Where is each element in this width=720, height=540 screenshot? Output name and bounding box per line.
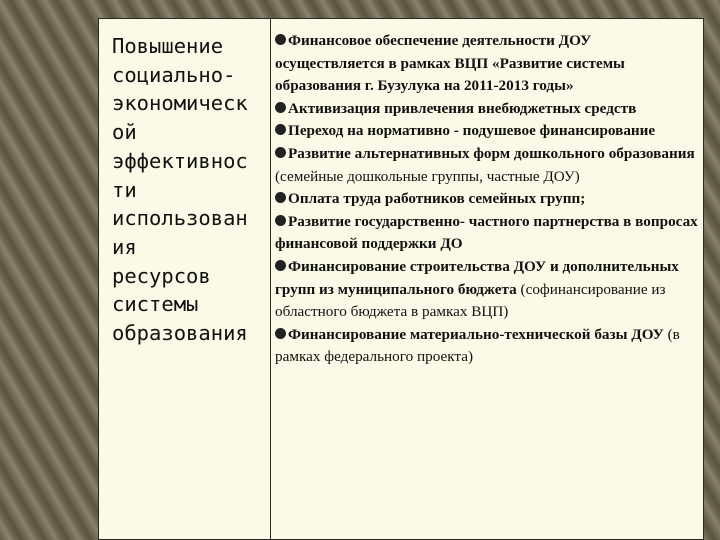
bullet-icon [275, 260, 286, 271]
column-divider [270, 18, 271, 540]
list-item: Финансирование строительства ДОУ и дополнительных групп из муниципального бюджета (софинансирование из областного бюджета в рамках ВЦП) [275, 257, 679, 321]
list-item: Развитие альтернативных форм дошкольного образования (семейные дошкольные группы, частные ДОУ) [275, 144, 695, 185]
list-item: Переход на нормативно - подушевое финансирование [275, 120, 699, 143]
bullet-icon [275, 34, 286, 45]
list-item: Развитие государственно- частного партнерства в вопросах финансовой поддержки ДО [275, 212, 698, 253]
section-title: Повышение социально- экономическ ой эффективнос ти использован ия ресурсов системы образования [112, 34, 248, 346]
list-item: Финансовое обеспечение деятельности ДОУ осуществляется в рамках ВЦП «Развитие системы образования г. Бузулука на 2011-2013 годы» [275, 32, 625, 95]
bullet-list [275, 30, 699, 369]
bullet-icon [275, 102, 286, 113]
list-item: Финансирование материально-технической базы ДОУ (в рамках федерального проекта) [275, 325, 680, 366]
bullet-icon [275, 328, 286, 339]
bullet-icon [275, 124, 286, 135]
bullet-icon [275, 215, 286, 226]
bullet-icon [275, 192, 286, 203]
list-item: Активизация привлечения внебюджетных средств [275, 98, 699, 121]
list-item: Оплата труда работников семейных групп; [275, 188, 699, 211]
bullet-icon [275, 147, 286, 158]
